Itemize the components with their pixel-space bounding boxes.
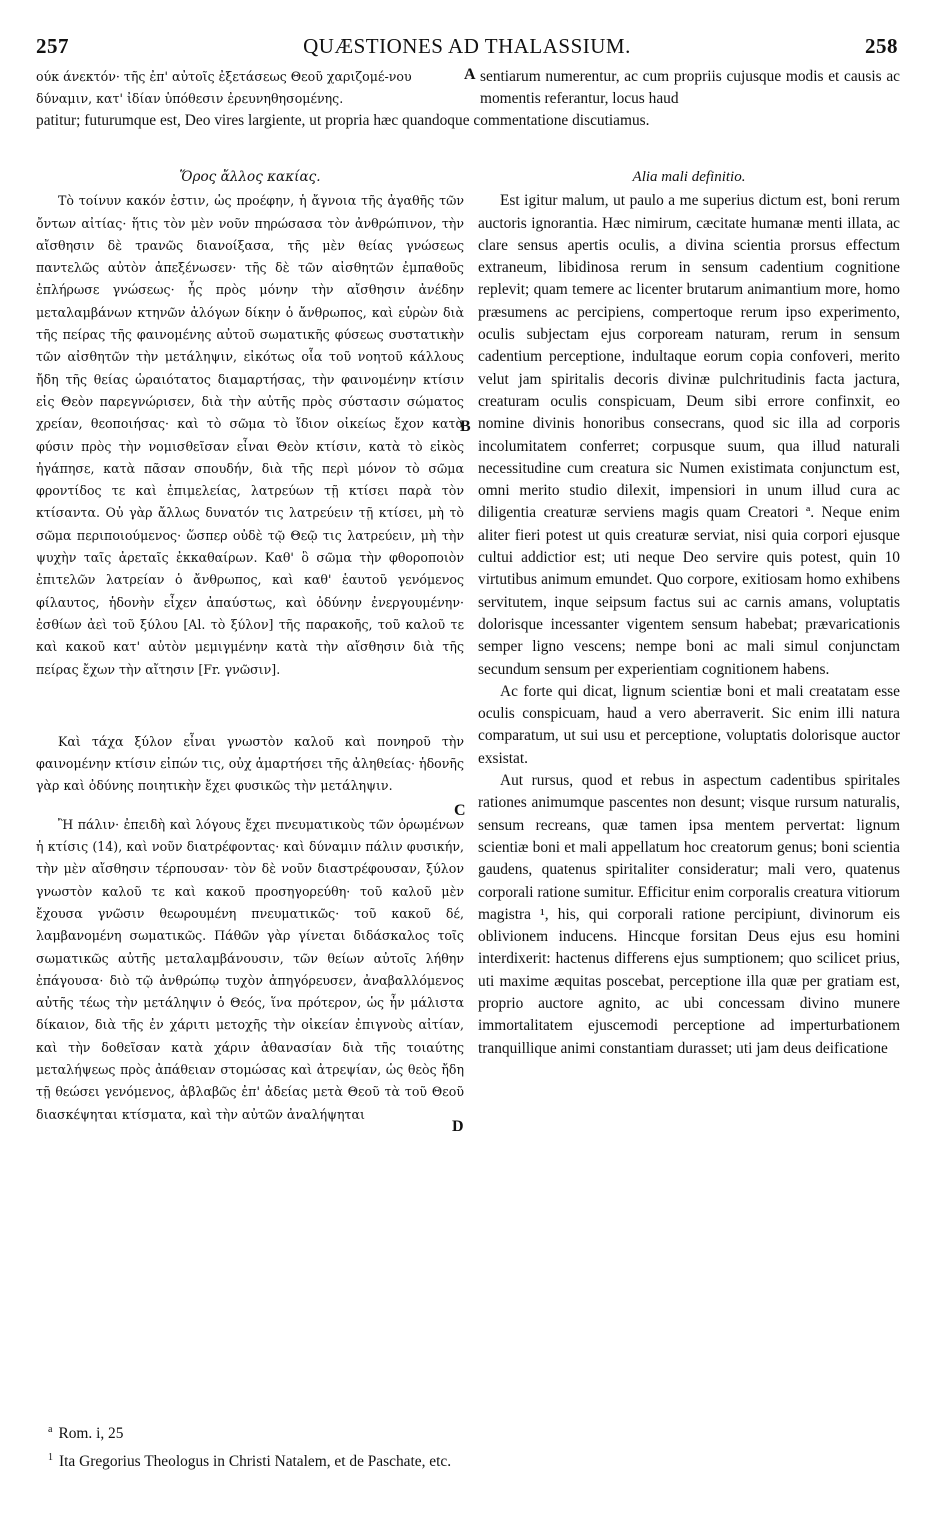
latin-section-heading: Alia mali definitio.: [632, 169, 746, 185]
footnote-1: [48, 1446, 888, 1474]
page-number-right: 258: [865, 34, 898, 58]
latin-paragraph-1: Est igitur malum, ut paulo a me superius dictum est, boni rerum auctoris ignorantia. Hæc nimirum, cæcitate humanæ menti illata, ac clare sensus apertis oculis, a divina scientia prorsus effectum extraneum, libidinosa rerum in sensum cadentium cognitione replevit; quam temere ac licenter brutarum animantium more, homo præsumens ac percipiens, compertoque rerum ipso experimento, oculis subjectam ejus corpoream naturam, rerum in sensum cadentium perceptione, indultaque eorum copia confoveri, merito velut jam spiritalis decoris divinæ pulchritudinis facta jactura, creaturam oculis conspicuam, Deum sibi errore confinxit, eo nomine divinis honoribus consecrans, quod sic illa ad corporis incolumitatem conferret; corpusque suum, qua illud naturali necessitudine cum creatura sic Numen existimata conjunctum est, omni merito studio dilexit, impensiori in unum illud cura ac diligentia creaturæ serviens magis quam Creatori ª. Neque enim aliter fieri potest ut quis creaturæ serviat, nisi quia corpori ejusque cultui addictior est; uti neque Deo servire quis potest, quin 10 virtutibus animum emundet. Quo corpore, exitiosam homo exhibens servitutem, inque seipsum factus sui ac carnis amans, voluptatis dolorisque incessanter vigentem sensum habebat; prævaricationis semper ligno vescens; nempe boni ac mali simul conjunctam secundum sensum per experientiam cognitionem habens.: [478, 192, 900, 678]
greek-paragraph-1: Τὸ τοίνυν κακόν ἐστιν, ὡς προέφην, ἡ ἄγνοια τῆς ἀγαθῆς τῶν ὄντων αἰτίας· ἥτις τὸν μὲν νοῦν πηρώσασα τὸν ἀνθρώπινον, τὴν αἴσθησιν δὲ τρανῶς διανοίξασα, τῆς μὲν θείας γνώσεως παντελῶς αὐτὸν ἀπεξένωσεν· τῆς δὲ τῶν αἰσθητῶν ἐμπαθοῦς ἐπλήρωσε γνώσεως· ἧς πρὸς μόνην τὴν αἴσθησιν ἀνέδην μεταλαμβάνων κτηνῶν ἀλόγων δίκην ὁ ἄνθρωπος, καὶ εὑρὼν διὰ τῆς πείρας τῆς φαινομένης αὐτοῦ σωματικῆς φύσεως συστατικὴν τῶν αἰσθητῶν τὴν μετάληψιν, εἰκότως οἷα τοῦ νοητοῦ κάλλους ἤδη τῆς θείας ὡραιότατος διαμαρτήσας, τὴν φαινομένην κτίσιν εἰς Θεὸν παρεγνώρισεν, διὰ τὴν αὐτῆς πρὸς σύστασιν σώματος χρείαν, θεοποιήσας· καὶ τὸ σῶμα τὸ ἴδιον οἰκείως ἔχον κατὰ φύσιν πρὸς τὴν νομισθεῖσαν εἶναι Θεὸν κτίσιν, κατὰ τὸ εἰκὸς ἠγάπησε, κατὰ πᾶσαν σπουδήν, διὰ τῆς περὶ μόνον τὸ σῶμα φροντίδος τε καὶ ἐπιμελείας, λατρεύων τῇ κτίσει παρὰ τὸν κτίσαντα. Οὐ γὰρ ἄλλως δυνατόν τις λατρεύειν τῇ κτίσει, μὴ τὸ σῶμα περιποιούμενος· ὥσπερ οὐδὲ τῷ Θεῷ τις λατρεύειν, μὴ τὴν ψυχὴν ταῖς ἀρεταῖς ἐκκαθαίρων. Καθ' ὃ σῶμα τὴν φθοροποιὸν ἐπιτελῶν λατρείαν ὁ ἄνθρωπος, καὶ καθ' ἑαυτοῦ γενόμενος φίλαυτος, ἡδονὴν εἶχεν ἀπαύστως, καὶ ὀδύνην ἐνεργουμένην· ἐσθίων ἀεὶ τοῦ ξύλου [Al. τὸ ξύλον] τῆς παρακοῆς, τοῦ καλοῦ τε καὶ κακοῦ κατ' αὐτὸν μεμιγμένην κατὰ τὴν αἴσθησιν διὰ τῆς πείρας ἔχων τὴν αἴτησιν [Fr. γνῶσιν].: [36, 193, 464, 677]
margin-marker-c: C: [454, 802, 466, 819]
footnote-a-mark: a: [48, 1424, 53, 1435]
latin-column: [478, 166, 900, 1060]
footnote-a-text: Rom. i, 25: [58, 1425, 124, 1443]
greek-paragraph-3: Ἢ πάλιν· ἐπειδὴ καὶ λόγους ἔχει πνευματικοὺς τῶν ὁρωμένων ἡ κτίσις (14), καὶ νοῦν διατρέφοντας· καὶ δύναμιν πάλιν φυσικήν, τὴν μὲν αἴσθησιν τέρπουσαν· τὸν δὲ νοῦν διαστρέφουσαν, ξύλον γνωστὸν καλοῦ τε καὶ κακοῦ προσηγορεύθη· τοῦ καλοῦ μὲν ἔχουσα γνῶσιν θεωρουμένη πνευματικῶς· τοῦ κακοῦ δέ, λαμβανομένη σωματικῶς. Πάθῶν γὰρ γίνεται διδάσκαλος τοῖς σωματικῶς αὐτῆς μεταλαμβάνουσιν, τῶν θείων αὐτοῖς λήθην ἐπάγουσα· διὸ τῷ ἀνθρώπῳ τυχὸν ἀπηγόρευσεν, ἀναβαλλόμενος αὐτῆς τέως τὴν μετάληψιν ὁ Θεός, ἵνα πρότερον, ὡς ἦν μάλιστα δίκαιον, διὰ τῆς ἐν χάριτι μετοχῆς τὴν οἰκείαν ἐπιγνοὺς αἰτίαν, καὶ τὴν δοθεῖσαν κατὰ χάριν ἀθανασίαν διὰ τῆς τοιαύτης μεταλήψεως πρὸς ἀπάθειαν στομώσας καὶ ἀτρεψίαν, ὡς θεὸς ἤδη τῇ θεώσει γενόμενος, ἀβλαβῶς ἐπ' ἀδείας μετὰ Θεοῦ τὰ τοῦ Θεοῦ διασκέψηται κτίσματα, καὶ τὴν αὐτῶν ἀναλήψηται: [36, 816, 464, 1122]
latin-paragraph-3: Aut rursus, quod et rebus in aspectum cadentibus spiritales rationes animumque pascentes non desunt; visque rursum naturalis, sensum recreans, quæ tamen ipsa mentem pervertat: lignum scientiæ boni et mali appellatum hoc creatorum genus; boni scientia gaudens, quatenus spiritaliter consideratur; mali vero, quatenus corporali ratione sumitur. Efficitur enim corporalis creatura vitiorum magistra ¹, his, qui corporali ratione percipiunt, divinorum eis oblivionem inducens. Hincque forsitan Deus ejus esu homini interdixerit: hactenus differens ejus sumptionem; quo scilicet prius, uti maxime æquitas poscebat, perceptione illa quæ per gratiam est, proprio auctore agnito, ac ubi concessam divino munere immortalitatem ejuscemodi perceptione ad imperturbationem tranquillique animi constantiam durasset; uti jam deus deificatione: [478, 772, 900, 1057]
intro-latin-text: sentiarum numerentur, ac cum propriis cujusque modis et causis ac momentis referantur, locus haud: [480, 68, 900, 107]
running-header: [36, 34, 898, 62]
footnote-1-mark: 1: [48, 1452, 53, 1464]
margin-marker-a: A: [464, 66, 476, 83]
greek-column: [36, 166, 464, 1126]
footnotes: [48, 1418, 888, 1474]
footnote-1-text: Ita Gregorius Theologus in Christi Natalem, et de Paschate, etc.: [59, 1453, 452, 1471]
intro-greek-text: ούκ άνεκτόν· τῆς ἐπ' αὐτοῖς ἐξετάσεως Θεοῦ χαριζομέ-νου δύναμιν, κατ' ἰδίαν ὑπόθεσιν ἐρευνηθησομένης.: [36, 69, 412, 106]
latin-paragraph-2: Ac forte qui dicat, lignum scientiæ boni et mali creatatam esse oculis conspicuam, haud a vero aberraverit. Sic enim illi natura comparatum, ut sui usu et perceptione, voluptatis dolorisque auctor exsistat.: [478, 682, 900, 767]
greek-section-heading: Ὅρος ἄλλος κακίας.: [179, 169, 321, 185]
margin-marker-b: B: [460, 418, 471, 435]
running-title: QUÆSTIONES AD THALASSIUM.: [303, 34, 631, 58]
greek-paragraph-2: Καὶ τάχα ξύλον εἶναι γνωστὸν καλοῦ καὶ πονηροῦ τὴν φαινομένην κτίσιν εἰπών τις, οὐχ ἁμαρτήσει τῆς ἀληθείας· ἡδονῆς γὰρ καὶ ὀδύνης ποιητικὴν ἔχει φυσικῶς τὴν μετάληψιν.: [36, 733, 464, 794]
intro-latin-continuation: patitur; futurumque est, Deo vires largiente, ut propria hæc quandoque commentatione discutiamus.: [36, 112, 650, 129]
footnote-a: [48, 1418, 888, 1446]
margin-marker-d: D: [452, 1118, 464, 1135]
page-number-left: 257: [36, 34, 69, 58]
